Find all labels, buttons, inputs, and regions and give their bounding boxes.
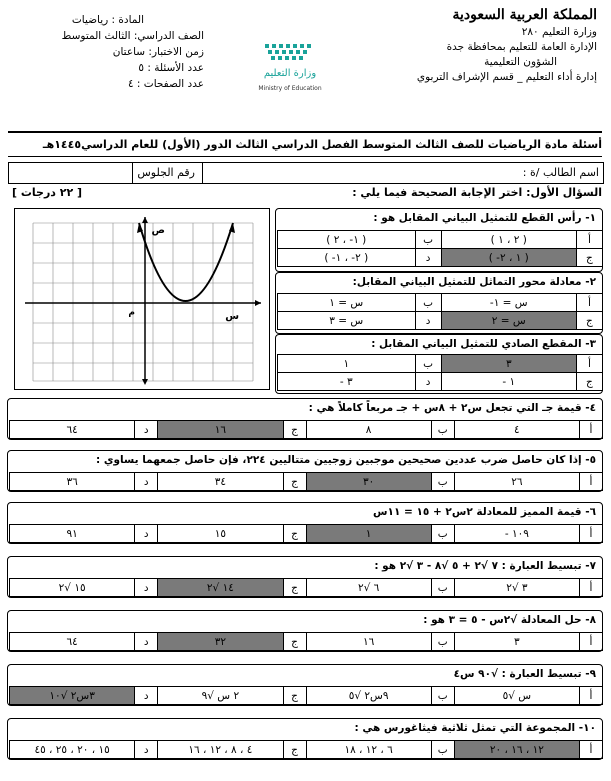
q2-option-b[interactable]: س = ١ bbox=[278, 294, 416, 312]
option-a-letter: أ bbox=[576, 294, 602, 312]
question-3-options bbox=[277, 354, 603, 391]
ministry-logo bbox=[255, 38, 325, 98]
x-axis-label: س bbox=[225, 311, 239, 322]
question-6-text: ٦- قيمة المميز للمعادلة ٢س٢ + ١٥ = ١١س bbox=[373, 506, 596, 518]
question-box-1 bbox=[275, 208, 603, 272]
q7-option-b[interactable]: ٦ √٢ bbox=[306, 579, 431, 597]
question-box-7 bbox=[7, 556, 603, 598]
seat-divider bbox=[132, 163, 133, 183]
name-seat-divider bbox=[202, 163, 203, 183]
q1-option-b[interactable]: ( ١- ، ٢ ) bbox=[278, 231, 416, 249]
question-9-text: ٩- تبسيط العبارة : √٩٠ س٤ bbox=[453, 668, 596, 680]
option-c-letter: ج bbox=[576, 373, 602, 391]
question-box-3 bbox=[275, 334, 603, 394]
exam-time: زمن الاختبار: ساعتان bbox=[112, 46, 204, 58]
q6-option-d[interactable]: ٩١ bbox=[10, 525, 135, 543]
option-c-letter: ج bbox=[283, 687, 306, 705]
y-axis-arrow-up-icon bbox=[142, 217, 148, 223]
q4-option-a[interactable]: ٤ bbox=[454, 421, 579, 439]
q1-option-c[interactable]: ( ١ ، ٢- ) bbox=[441, 249, 576, 267]
question-7-options bbox=[9, 578, 603, 597]
affairs-line: الشؤون التعليمية bbox=[484, 56, 557, 68]
option-a-letter: أ bbox=[576, 355, 602, 373]
y-axis-label: ص bbox=[151, 225, 165, 236]
q1-option-a[interactable]: ( ٢ ، ١ ) bbox=[441, 231, 576, 249]
option-b-letter: ب bbox=[415, 355, 441, 373]
question-box-2 bbox=[275, 272, 603, 334]
option-b-letter: ب bbox=[415, 294, 441, 312]
option-b-letter: ب bbox=[431, 633, 454, 651]
q7-option-a[interactable]: ٣ √٢ bbox=[454, 579, 579, 597]
y-axis-arrow-down-icon bbox=[142, 379, 148, 385]
option-b-letter: ب bbox=[431, 741, 454, 759]
q7-option-d[interactable]: ١٥ √٢ bbox=[10, 579, 135, 597]
q3-option-a[interactable]: ٣ bbox=[441, 355, 576, 373]
option-b-letter: ب bbox=[431, 525, 454, 543]
question-box-4 bbox=[7, 398, 603, 440]
option-a-letter: أ bbox=[580, 687, 603, 705]
q10-option-a[interactable]: ١٢ ، ١٦ ، ٢٠ bbox=[454, 741, 579, 759]
exam-title: أسئلة مادة الرياضيات للصف الثالث المتوسط الفصل الدراسي الثالث الدور (الأول) للعام الدراسي١٤٤٥هـ bbox=[42, 138, 602, 151]
q8-option-b[interactable]: ١٦ bbox=[306, 633, 431, 651]
q2-option-a[interactable]: س = ١- bbox=[441, 294, 576, 312]
ministry-line: وزارة التعليم ٢٨٠ bbox=[521, 26, 597, 38]
option-d-letter: د bbox=[135, 687, 158, 705]
option-a-letter: أ bbox=[580, 421, 603, 439]
option-b-letter: ب bbox=[431, 579, 454, 597]
dept-line: إدارة أداء التعليم _ قسم الإشراف التربوي bbox=[416, 71, 597, 83]
q9-option-c[interactable]: ٢ س √٩ bbox=[158, 687, 283, 705]
q8-option-c[interactable]: ٣٢ bbox=[158, 633, 283, 651]
question-8-text: ٨- حل المعادلة √٢س - ٥ = ٣ هو : bbox=[423, 614, 596, 626]
option-c-letter: ج bbox=[283, 741, 306, 759]
kingdom-title: المملكة العربية السعودية bbox=[452, 7, 597, 23]
option-d-letter: د bbox=[135, 525, 158, 543]
subject: المادة : رياضيات bbox=[71, 14, 144, 26]
question-4-text: ٤- قيمة جـ التي تجعل س٢ + ٨س + جـ مربعاً كاملاً هي : bbox=[308, 402, 596, 414]
question-6-options bbox=[9, 524, 603, 543]
logo-english-text: Ministry of Education bbox=[258, 85, 322, 92]
option-b-letter: ب bbox=[431, 421, 454, 439]
option-a-letter: أ bbox=[580, 579, 603, 597]
q10-option-c[interactable]: ٤ ، ٨ ، ١٢ ، ١٦ bbox=[158, 741, 283, 759]
q6-option-a[interactable]: ١٠٩ - bbox=[454, 525, 579, 543]
q4-option-d[interactable]: ٦٤ bbox=[10, 421, 135, 439]
question-box-8 bbox=[7, 610, 603, 652]
q5-option-b[interactable]: ٣٠ bbox=[306, 473, 431, 491]
option-d-letter: د bbox=[415, 312, 441, 330]
questions-count: عدد الأسئلة : ٥ bbox=[138, 62, 204, 74]
q6-option-c[interactable]: ١٥ bbox=[158, 525, 283, 543]
question-10-text: ١٠- المجموعة التي تمثل ثلاثية فيثاغورس هي : bbox=[354, 722, 596, 734]
question-2-text: ٢- معادلة محور التماثل للتمثيل البياني المقابل: bbox=[352, 276, 596, 288]
option-a-letter: أ bbox=[580, 473, 603, 491]
q10-option-b[interactable]: ٦ ، ١٢ ، ١٨ bbox=[306, 741, 431, 759]
grade: الصف الدراسي: الثالث المتوسط bbox=[61, 30, 204, 42]
option-c-letter: ج bbox=[576, 312, 602, 330]
q2-option-d[interactable]: س = ٣ bbox=[278, 312, 416, 330]
q8-option-d[interactable]: ٦٤ bbox=[10, 633, 135, 651]
option-c-letter: ج bbox=[283, 421, 306, 439]
student-bar bbox=[8, 162, 604, 184]
option-d-letter: د bbox=[135, 741, 158, 759]
graph-grid bbox=[33, 223, 253, 381]
title-divider bbox=[8, 156, 602, 157]
q5-option-a[interactable]: ٢٦ bbox=[454, 473, 579, 491]
parabola-graph bbox=[14, 208, 270, 390]
question-9-options bbox=[9, 686, 603, 705]
option-a-letter: أ bbox=[580, 741, 603, 759]
student-name-label: اسم الطالب /ة : bbox=[522, 166, 599, 179]
q3-option-c[interactable]: ١ - bbox=[441, 373, 576, 391]
header-divider bbox=[8, 131, 602, 133]
seat-number-label: رقم الجلوس bbox=[137, 166, 195, 179]
q3-option-b[interactable]: ١ bbox=[278, 355, 416, 373]
question-2-options bbox=[277, 293, 603, 330]
ministry-logo-icon bbox=[255, 38, 325, 98]
question-box-9 bbox=[7, 664, 603, 706]
q5-option-c[interactable]: ٣٤ bbox=[158, 473, 283, 491]
option-c-letter: ج bbox=[283, 579, 306, 597]
question-one-header bbox=[8, 186, 602, 199]
q1-option-d[interactable]: ( ٢- ، ١- ) bbox=[278, 249, 416, 267]
question-8-options bbox=[9, 632, 603, 651]
question-1-options bbox=[277, 230, 603, 267]
question-4-options bbox=[9, 420, 603, 439]
option-c-letter: ج bbox=[283, 633, 306, 651]
question-10-options bbox=[9, 740, 603, 759]
origin-label: م bbox=[128, 308, 135, 318]
question-1-text: ١- رأس القطع للتمثيل البياني المقابل هو : bbox=[373, 212, 596, 224]
q4-option-c[interactable]: ١٦ bbox=[158, 421, 283, 439]
graph-svg bbox=[15, 209, 269, 389]
question-5-text: ٥- إذا كان حاصل ضرب عددين صحيحين موجبين زوجيين متتاليين ٢٢٤، فإن حاصل جمعهما يساوي : bbox=[95, 454, 596, 466]
admin-line: الإدارة العامة للتعليم بمحافظة جدة bbox=[446, 41, 597, 53]
option-d-letter: د bbox=[135, 633, 158, 651]
q6-option-b[interactable]: ١ bbox=[306, 525, 431, 543]
option-a-letter: أ bbox=[576, 231, 602, 249]
q8-option-a[interactable]: ٣ bbox=[454, 633, 579, 651]
question-5-options bbox=[9, 472, 603, 491]
question-one-title: السؤال الأول: اختر الإجابة الصحيحة فيما يلي : bbox=[352, 186, 602, 199]
q9-option-a[interactable]: س √٥ bbox=[454, 687, 579, 705]
option-d-letter: د bbox=[135, 421, 158, 439]
pages-count: عدد الصفحات : ٤ bbox=[127, 78, 204, 90]
q9-option-d[interactable]: ٣س٢ √١٠ bbox=[10, 687, 135, 705]
question-3-text: ٣- المقطع الصادي للتمثيل البياني المقابل : bbox=[371, 338, 596, 350]
option-b-letter: ب bbox=[431, 687, 454, 705]
question-one-marks: [ ٢٢ درجات ] bbox=[12, 186, 83, 199]
question-box-10 bbox=[7, 718, 603, 760]
option-d-letter: د bbox=[135, 473, 158, 491]
q3-option-d[interactable]: ٣ - bbox=[278, 373, 416, 391]
option-d-letter: د bbox=[415, 249, 441, 267]
option-c-letter: ج bbox=[283, 473, 306, 491]
option-d-letter: د bbox=[135, 579, 158, 597]
question-box-6 bbox=[7, 502, 603, 544]
school-header bbox=[387, 8, 597, 85]
q10-option-d[interactable]: ١٥ ، ٢٠ ، ٢٥ ، ٤٥ bbox=[10, 741, 135, 759]
option-a-letter: أ bbox=[580, 525, 603, 543]
logo-arabic-text: وزارة التعليم bbox=[263, 68, 317, 79]
question-7-text: ٧- تبسيط العبارة : ٧ √٢ + ٥ √٨ - ٣ √٢ هو : bbox=[374, 560, 596, 572]
q7-option-c[interactable]: ١٤ √٢ bbox=[158, 579, 283, 597]
question-box-5 bbox=[7, 450, 603, 492]
q2-option-c[interactable]: س = ٢ bbox=[441, 312, 576, 330]
option-c-letter: ج bbox=[283, 525, 306, 543]
option-d-letter: د bbox=[415, 373, 441, 391]
q5-option-d[interactable]: ٣٦ bbox=[10, 473, 135, 491]
x-axis-arrow-icon bbox=[255, 300, 261, 306]
option-a-letter: أ bbox=[580, 633, 603, 651]
q4-option-b[interactable]: ٨ bbox=[306, 421, 431, 439]
exam-info bbox=[8, 12, 204, 92]
option-b-letter: ب bbox=[415, 231, 441, 249]
option-c-letter: ج bbox=[576, 249, 602, 267]
option-b-letter: ب bbox=[431, 473, 454, 491]
q9-option-b[interactable]: ٩س٢ √٥ bbox=[306, 687, 431, 705]
